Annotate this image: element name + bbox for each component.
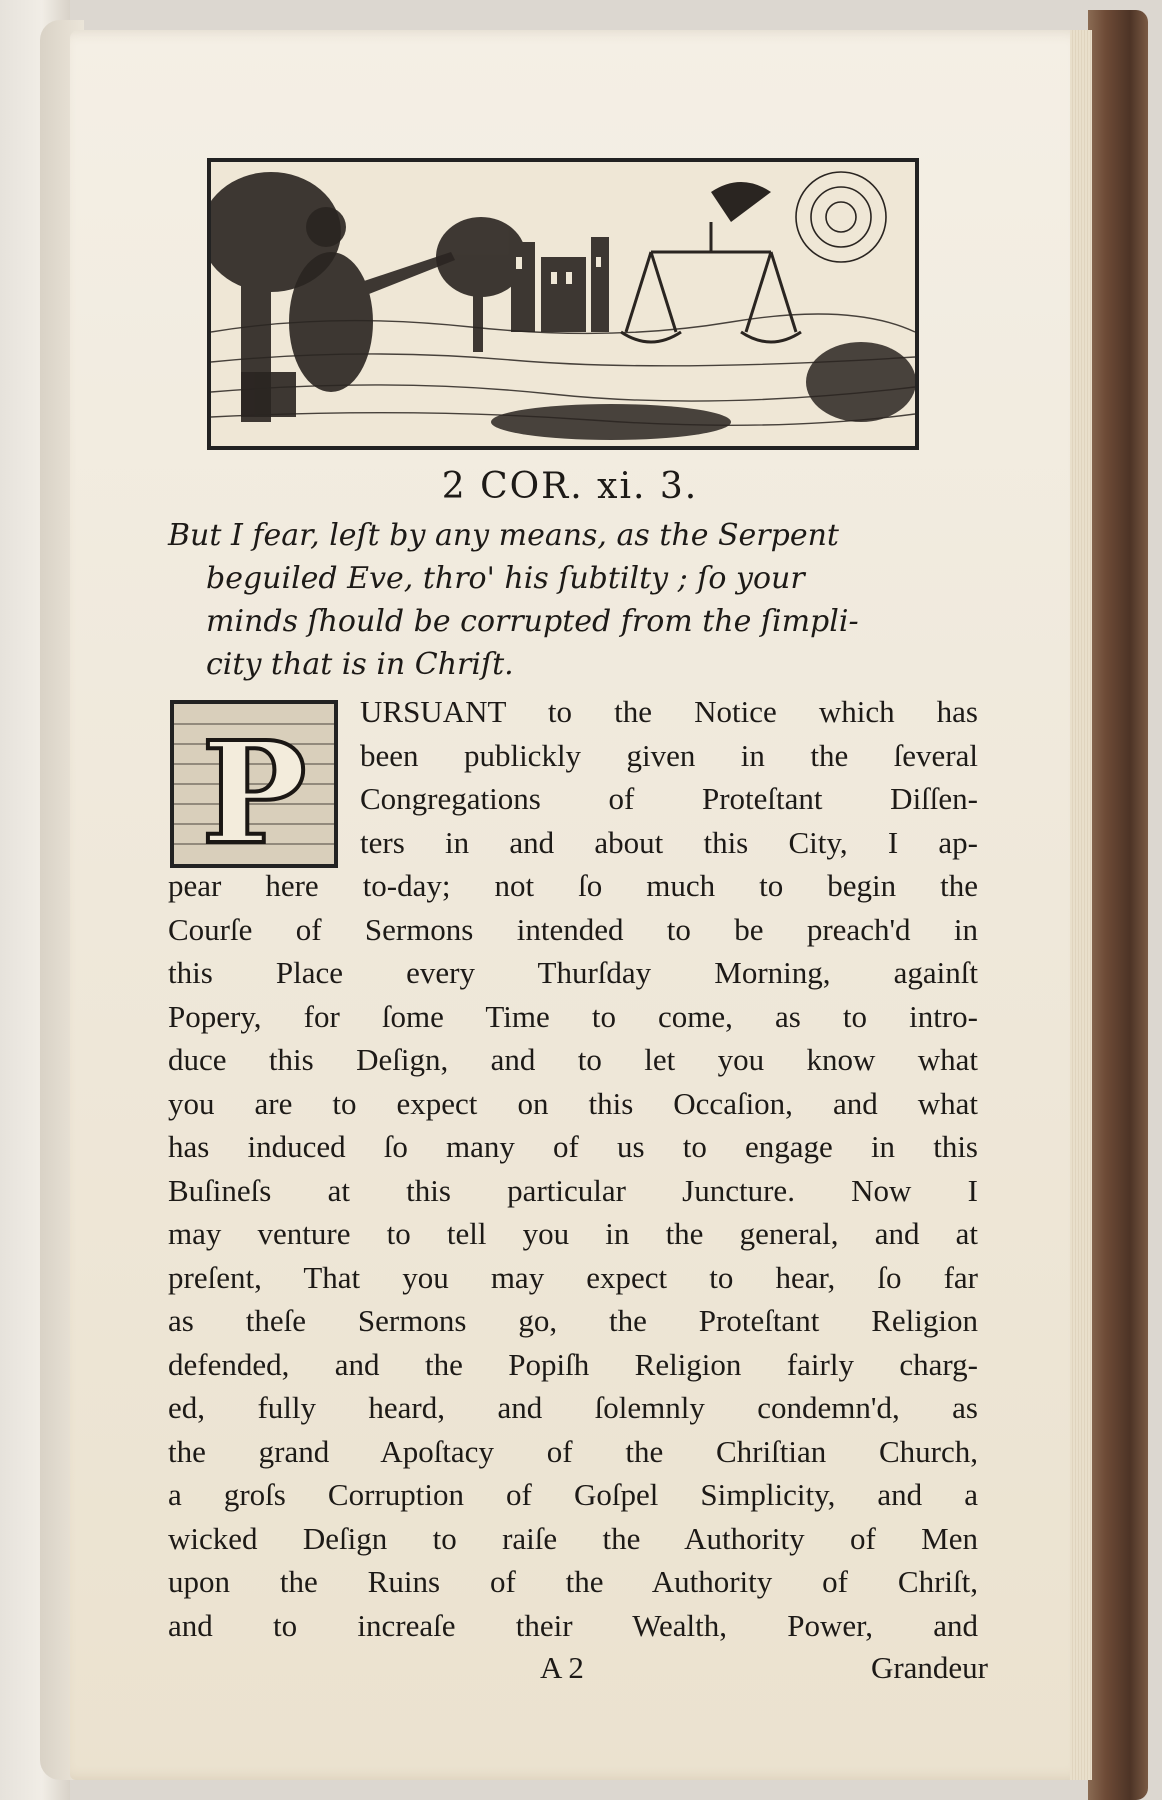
body-line: defended, and the Popiſh Religion fairly charg- bbox=[168, 1346, 978, 1382]
epigraph-line: But I fear, leſt by any means, as the Serpent bbox=[168, 518, 839, 553]
dropcap-letter: P bbox=[201, 712, 307, 864]
page-edges bbox=[1070, 30, 1092, 1780]
epigraph bbox=[168, 514, 978, 686]
body-line: duce this Deſign, and to let you know what bbox=[168, 1042, 978, 1077]
epigraph-line: minds ſhould be corrupted from the ſimpli- bbox=[206, 604, 859, 639]
body-line: and to increaſe their Wealth, Power, and bbox=[168, 1607, 978, 1643]
body-line: URSUANT to the Notice which has bbox=[360, 694, 978, 729]
epigraph-line: beguiled Eve, thro' his ſubtilty ; ſo your bbox=[206, 561, 805, 596]
body-line: ters in and about this City, I ap- bbox=[360, 824, 978, 860]
body-text bbox=[168, 690, 978, 1647]
body-line: as theſe Sermons go, the Proteſtant Religion bbox=[168, 1303, 978, 1338]
body-line: may venture to tell you in the general, and at bbox=[168, 1216, 978, 1251]
body-line: pear here to-day; not ſo much to begin the bbox=[168, 868, 978, 903]
body-line: a groſs Corruption of Goſpel Simplicity, and a bbox=[168, 1477, 978, 1512]
body-line: preſent, That you may expect to hear, ſo far bbox=[168, 1259, 978, 1295]
body-line: upon the Ruins of the Authority of Chriſt, bbox=[168, 1564, 978, 1599]
body-line: the grand Apoſtacy of the Chriſtian Church, bbox=[168, 1433, 978, 1469]
scripture-reference: 2 COR. xi. 3. bbox=[441, 466, 699, 507]
epigraph-line: city that is in Chriſt. bbox=[206, 647, 514, 682]
body-line: has induced ſo many of us to engage in this bbox=[168, 1129, 978, 1164]
body-line: wicked Deſign to raiſe the Authority of Men bbox=[168, 1520, 978, 1556]
body-line: this Place every Thurſday Morning, againſt bbox=[168, 955, 978, 990]
body-line: Popery, for ſome Time to come, as to intro- bbox=[168, 998, 978, 1034]
body-line: Buſineſs at this particular Juncture. Now I bbox=[168, 1172, 978, 1208]
body-line: Courſe of Sermons intended to be preach'd in bbox=[168, 911, 978, 947]
body-line: ed, fully heard, and ſolemnly condemn'd, as bbox=[168, 1390, 978, 1425]
catchword: Grandeur bbox=[870, 1650, 988, 1685]
woodcut-illustration bbox=[207, 158, 919, 450]
signature-mark: A 2 bbox=[540, 1650, 584, 1685]
body-line: been publickly given in the ſeveral bbox=[360, 737, 978, 773]
body-line: Congregations of Proteſtant Diſſen- bbox=[360, 781, 978, 816]
body-line: you are to expect on this Occaſion, and what bbox=[168, 1085, 978, 1121]
book-cover-edge bbox=[1088, 10, 1148, 1800]
